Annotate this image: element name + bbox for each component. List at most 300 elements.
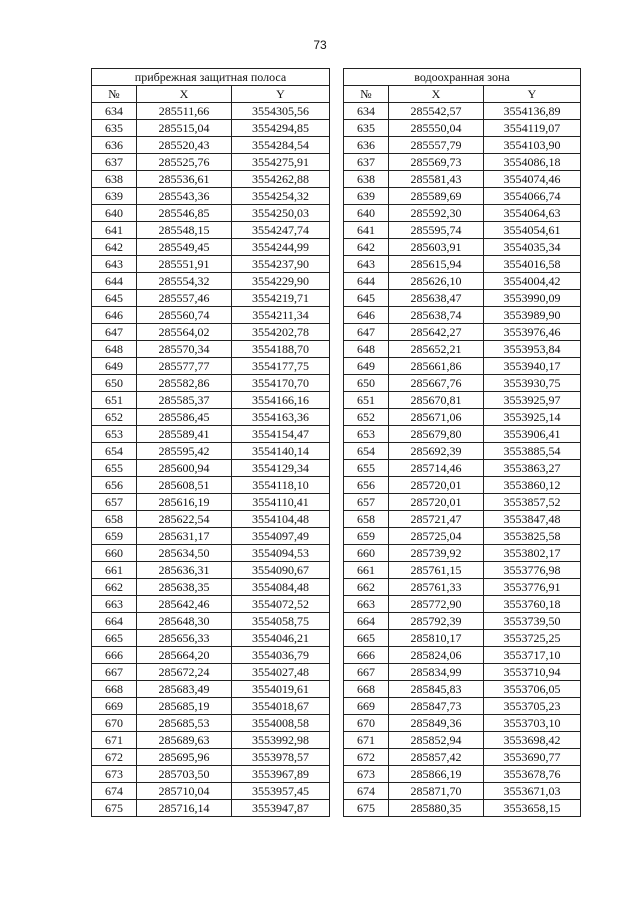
coastal-protection-strip-table (91, 68, 330, 817)
cell-y: 3553705,23 (484, 698, 581, 715)
cell-number: 640 (92, 205, 137, 222)
table-row (92, 562, 330, 579)
cell-x: 285810,17 (389, 630, 484, 647)
cell-x: 285548,15 (137, 222, 232, 239)
cell-x: 285564,02 (137, 324, 232, 341)
cell-y: 3553776,91 (484, 579, 581, 596)
table-row (344, 664, 581, 681)
table-row (92, 715, 330, 732)
cell-number: 652 (92, 409, 137, 426)
cell-x: 285511,66 (137, 103, 232, 120)
cell-number: 635 (344, 120, 389, 137)
cell-number: 655 (344, 460, 389, 477)
table-row (344, 477, 581, 494)
cell-number: 656 (344, 477, 389, 494)
cell-x: 285679,80 (389, 426, 484, 443)
cell-x: 285549,45 (137, 239, 232, 256)
table-row (92, 630, 330, 647)
cell-x: 285720,01 (389, 494, 484, 511)
table-row (92, 528, 330, 545)
cell-y: 3554262,88 (232, 171, 330, 188)
cell-y: 3553847,48 (484, 511, 581, 528)
cell-y: 3553930,75 (484, 375, 581, 392)
table-row (344, 171, 581, 188)
cell-y: 3553706,05 (484, 681, 581, 698)
cell-y: 3553925,97 (484, 392, 581, 409)
table-row (92, 681, 330, 698)
cell-number: 665 (92, 630, 137, 647)
cell-number: 663 (92, 596, 137, 613)
cell-x: 285520,43 (137, 137, 232, 154)
cell-x: 285852,94 (389, 732, 484, 749)
cell-x: 285642,46 (137, 596, 232, 613)
table-row (92, 698, 330, 715)
table-row (92, 511, 330, 528)
cell-number: 664 (344, 613, 389, 630)
table-row (344, 460, 581, 477)
cell-number: 641 (92, 222, 137, 239)
cell-y: 3554284,54 (232, 137, 330, 154)
cell-number: 671 (92, 732, 137, 749)
table-row (92, 290, 330, 307)
cell-y: 3553698,42 (484, 732, 581, 749)
cell-y: 3554016,58 (484, 256, 581, 273)
cell-number: 669 (344, 698, 389, 715)
cell-number: 634 (344, 103, 389, 120)
cell-x: 285720,01 (389, 477, 484, 494)
cell-number: 653 (92, 426, 137, 443)
table-row (344, 324, 581, 341)
cell-x: 285692,39 (389, 443, 484, 460)
cell-number: 660 (92, 545, 137, 562)
cell-number: 661 (92, 562, 137, 579)
cell-number: 646 (344, 307, 389, 324)
table-row (344, 426, 581, 443)
table-row (92, 460, 330, 477)
cell-y: 3554229,90 (232, 273, 330, 290)
cell-number: 655 (92, 460, 137, 477)
cell-y: 3554163,36 (232, 409, 330, 426)
cell-y: 3554094,53 (232, 545, 330, 562)
table-row (344, 137, 581, 154)
cell-y: 3554140,14 (232, 443, 330, 460)
cell-y: 3553776,98 (484, 562, 581, 579)
cell-y: 3553953,84 (484, 341, 581, 358)
cell-number: 638 (344, 171, 389, 188)
cell-number: 663 (344, 596, 389, 613)
cell-x: 285577,77 (137, 358, 232, 375)
cell-y: 3554136,89 (484, 103, 581, 120)
table-row (344, 341, 581, 358)
cell-x: 285638,47 (389, 290, 484, 307)
cell-y: 3553760,18 (484, 596, 581, 613)
water-protection-zone-table (343, 68, 581, 817)
cell-x: 285695,96 (137, 749, 232, 766)
cell-y: 3554097,49 (232, 528, 330, 545)
cell-y: 3553725,25 (484, 630, 581, 647)
cell-number: 673 (92, 766, 137, 783)
cell-number: 667 (344, 664, 389, 681)
table-row (92, 256, 330, 273)
cell-y: 3553906,41 (484, 426, 581, 443)
cell-number: 641 (344, 222, 389, 239)
cell-x: 285716,14 (137, 800, 232, 817)
cell-x: 285648,30 (137, 613, 232, 630)
cell-x: 285525,76 (137, 154, 232, 171)
cell-number: 645 (344, 290, 389, 307)
cell-x: 285761,15 (389, 562, 484, 579)
cell-y: 3554019,61 (232, 681, 330, 698)
cell-number: 673 (344, 766, 389, 783)
cell-number: 652 (344, 409, 389, 426)
cell-x: 285589,41 (137, 426, 232, 443)
cell-number: 644 (92, 273, 137, 290)
table-row (344, 715, 581, 732)
table-row (92, 749, 330, 766)
cell-y: 3554237,90 (232, 256, 330, 273)
cell-y: 3553717,10 (484, 647, 581, 664)
table-row (92, 613, 330, 630)
table-row (344, 205, 581, 222)
column-header-x: X (389, 86, 484, 103)
cell-y: 3553925,14 (484, 409, 581, 426)
table-title: водоохранная зона (344, 69, 581, 86)
table-row (92, 443, 330, 460)
cell-x: 285631,17 (137, 528, 232, 545)
cell-number: 675 (344, 800, 389, 817)
table-row (344, 562, 581, 579)
table-row (344, 732, 581, 749)
cell-number: 666 (92, 647, 137, 664)
cell-x: 285608,51 (137, 477, 232, 494)
cell-x: 285703,50 (137, 766, 232, 783)
cell-number: 637 (92, 154, 137, 171)
table-row (344, 613, 581, 630)
cell-x: 285652,21 (389, 341, 484, 358)
table-row (92, 494, 330, 511)
cell-x: 285595,42 (137, 443, 232, 460)
cell-number: 649 (92, 358, 137, 375)
cell-number: 668 (344, 681, 389, 698)
cell-x: 285667,76 (389, 375, 484, 392)
page-number: 73 (313, 38, 327, 52)
cell-y: 3554066,74 (484, 188, 581, 205)
cell-x: 285739,92 (389, 545, 484, 562)
cell-number: 670 (92, 715, 137, 732)
cell-number: 647 (92, 324, 137, 341)
cell-number: 657 (344, 494, 389, 511)
cell-x: 285560,74 (137, 307, 232, 324)
column-header-y: Y (232, 86, 330, 103)
cell-x: 285585,37 (137, 392, 232, 409)
cell-x: 285622,54 (137, 511, 232, 528)
cell-y: 3554177,75 (232, 358, 330, 375)
cell-y: 3553976,46 (484, 324, 581, 341)
cell-x: 285554,32 (137, 273, 232, 290)
table-row (92, 307, 330, 324)
table-row (92, 477, 330, 494)
table-row (344, 103, 581, 120)
cell-x: 285616,19 (137, 494, 232, 511)
cell-y: 3553967,89 (232, 766, 330, 783)
cell-y: 3554305,56 (232, 103, 330, 120)
cell-number: 675 (92, 800, 137, 817)
cell-y: 3554170,70 (232, 375, 330, 392)
table-row (344, 392, 581, 409)
cell-y: 3553710,94 (484, 664, 581, 681)
cell-y: 3554027,48 (232, 664, 330, 681)
cell-y: 3554035,34 (484, 239, 581, 256)
table-row (92, 409, 330, 426)
table-row (92, 732, 330, 749)
cell-y: 3553860,12 (484, 477, 581, 494)
cell-x: 285634,50 (137, 545, 232, 562)
cell-x: 285714,46 (389, 460, 484, 477)
cell-y: 3553703,10 (484, 715, 581, 732)
table-row (92, 341, 330, 358)
cell-x: 285557,79 (389, 137, 484, 154)
cell-y: 3554104,48 (232, 511, 330, 528)
cell-x: 285671,06 (389, 409, 484, 426)
cell-y: 3553957,45 (232, 783, 330, 800)
cell-y: 3554250,03 (232, 205, 330, 222)
cell-y: 3554072,52 (232, 596, 330, 613)
column-header-x: X (137, 86, 232, 103)
cell-number: 662 (344, 579, 389, 596)
table-row (344, 647, 581, 664)
table-row (92, 375, 330, 392)
cell-number: 642 (344, 239, 389, 256)
table-title: прибрежная защитная полоса (92, 69, 330, 86)
table-row (344, 273, 581, 290)
cell-number: 662 (92, 579, 137, 596)
table-row (92, 426, 330, 443)
cell-y: 3553940,17 (484, 358, 581, 375)
cell-number: 671 (344, 732, 389, 749)
table-row (344, 409, 581, 426)
cell-y: 3554247,74 (232, 222, 330, 239)
table-row (92, 273, 330, 290)
cell-number: 636 (344, 137, 389, 154)
cell-y: 3553947,87 (232, 800, 330, 817)
cell-number: 658 (344, 511, 389, 528)
cell-number: 635 (92, 120, 137, 137)
cell-x: 285543,36 (137, 188, 232, 205)
table-row (92, 358, 330, 375)
cell-number: 674 (344, 783, 389, 800)
table-row (92, 579, 330, 596)
cell-number: 664 (92, 613, 137, 630)
cell-y: 3553739,50 (484, 613, 581, 630)
cell-x: 285615,94 (389, 256, 484, 273)
cell-y: 3554110,41 (232, 494, 330, 511)
table-row (344, 596, 581, 613)
cell-number: 674 (92, 783, 137, 800)
cell-number: 648 (92, 341, 137, 358)
cell-y: 3554018,67 (232, 698, 330, 715)
cell-number: 644 (344, 273, 389, 290)
table-row (92, 171, 330, 188)
cell-y: 3553658,15 (484, 800, 581, 817)
cell-number: 638 (92, 171, 137, 188)
cell-x: 285685,19 (137, 698, 232, 715)
cell-x: 285581,43 (389, 171, 484, 188)
cell-number: 651 (344, 392, 389, 409)
table-row (344, 511, 581, 528)
cell-y: 3553802,17 (484, 545, 581, 562)
cell-y: 3554074,46 (484, 171, 581, 188)
table-row (92, 222, 330, 239)
cell-x: 285636,31 (137, 562, 232, 579)
cell-number: 647 (344, 324, 389, 341)
cell-y: 3554058,75 (232, 613, 330, 630)
cell-number: 634 (92, 103, 137, 120)
table-row (92, 545, 330, 562)
cell-number: 653 (344, 426, 389, 443)
cell-y: 3554103,90 (484, 137, 581, 154)
cell-x: 285672,24 (137, 664, 232, 681)
cell-number: 643 (344, 256, 389, 273)
cell-x: 285592,30 (389, 205, 484, 222)
cell-number: 659 (344, 528, 389, 545)
cell-x: 285880,35 (389, 800, 484, 817)
cell-number: 666 (344, 647, 389, 664)
table-row (344, 494, 581, 511)
cell-x: 285664,20 (137, 647, 232, 664)
cell-y: 3554090,67 (232, 562, 330, 579)
cell-x: 285683,49 (137, 681, 232, 698)
cell-number: 667 (92, 664, 137, 681)
cell-number: 645 (92, 290, 137, 307)
table-row (344, 766, 581, 783)
cell-x: 285685,53 (137, 715, 232, 732)
cell-x: 285638,74 (389, 307, 484, 324)
column-header-number: № (92, 86, 137, 103)
cell-y: 3554166,16 (232, 392, 330, 409)
cell-x: 285792,39 (389, 613, 484, 630)
table-row (92, 120, 330, 137)
cell-y: 3554129,34 (232, 460, 330, 477)
cell-number: 672 (344, 749, 389, 766)
cell-x: 285834,99 (389, 664, 484, 681)
cell-x: 285772,90 (389, 596, 484, 613)
cell-x: 285847,73 (389, 698, 484, 715)
cell-x: 285515,04 (137, 120, 232, 137)
table-row (344, 579, 581, 596)
cell-y: 3554202,78 (232, 324, 330, 341)
cell-x: 285824,06 (389, 647, 484, 664)
cell-y: 3554118,10 (232, 477, 330, 494)
cell-number: 639 (344, 188, 389, 205)
table-row (92, 154, 330, 171)
cell-x: 285626,10 (389, 273, 484, 290)
cell-y: 3554036,79 (232, 647, 330, 664)
cell-x: 285725,04 (389, 528, 484, 545)
table-row (344, 749, 581, 766)
cell-y: 3553857,52 (484, 494, 581, 511)
cell-y: 3553989,90 (484, 307, 581, 324)
table-row (344, 528, 581, 545)
cell-x: 285845,83 (389, 681, 484, 698)
cell-number: 669 (92, 698, 137, 715)
cell-x: 285586,45 (137, 409, 232, 426)
cell-number: 670 (344, 715, 389, 732)
cell-x: 285857,42 (389, 749, 484, 766)
cell-x: 285551,91 (137, 256, 232, 273)
cell-number: 665 (344, 630, 389, 647)
table-row (344, 443, 581, 460)
cell-number: 668 (92, 681, 137, 698)
cell-number: 654 (344, 443, 389, 460)
cell-y: 3554154,47 (232, 426, 330, 443)
cell-number: 661 (344, 562, 389, 579)
cell-y: 3554119,07 (484, 120, 581, 137)
cell-y: 3554064,63 (484, 205, 581, 222)
cell-x: 285570,34 (137, 341, 232, 358)
column-header-number: № (344, 86, 389, 103)
table-row (344, 256, 581, 273)
table-row (92, 392, 330, 409)
cell-number: 642 (92, 239, 137, 256)
cell-x: 285557,46 (137, 290, 232, 307)
cell-number: 672 (92, 749, 137, 766)
table-row (92, 103, 330, 120)
table-row (344, 783, 581, 800)
table-row (92, 766, 330, 783)
cell-y: 3553990,09 (484, 290, 581, 307)
cell-number: 659 (92, 528, 137, 545)
cell-number: 643 (92, 256, 137, 273)
cell-number: 650 (92, 375, 137, 392)
cell-x: 285603,91 (389, 239, 484, 256)
cell-number: 658 (92, 511, 137, 528)
cell-number: 650 (344, 375, 389, 392)
cell-x: 285642,27 (389, 324, 484, 341)
table-row (92, 205, 330, 222)
table-row (92, 324, 330, 341)
cell-y: 3554294,85 (232, 120, 330, 137)
cell-x: 285600,94 (137, 460, 232, 477)
cell-x: 285871,70 (389, 783, 484, 800)
column-header-y: Y (484, 86, 581, 103)
cell-number: 637 (344, 154, 389, 171)
table-row (344, 698, 581, 715)
cell-y: 3554219,71 (232, 290, 330, 307)
table-row (344, 681, 581, 698)
cell-x: 285546,85 (137, 205, 232, 222)
cell-x: 285542,57 (389, 103, 484, 120)
table-row (92, 664, 330, 681)
cell-y: 3554084,48 (232, 579, 330, 596)
cell-number: 646 (92, 307, 137, 324)
table-row (344, 358, 581, 375)
table-row (92, 596, 330, 613)
cell-y: 3553992,98 (232, 732, 330, 749)
cell-y: 3553825,58 (484, 528, 581, 545)
table-row (344, 630, 581, 647)
cell-x: 285656,33 (137, 630, 232, 647)
table-row (92, 239, 330, 256)
table-row (344, 222, 581, 239)
cell-x: 285849,36 (389, 715, 484, 732)
cell-number: 651 (92, 392, 137, 409)
cell-x: 285721,47 (389, 511, 484, 528)
cell-x: 285589,69 (389, 188, 484, 205)
table-row (344, 375, 581, 392)
cell-y: 3554008,58 (232, 715, 330, 732)
cell-number: 656 (92, 477, 137, 494)
table-row (344, 120, 581, 137)
